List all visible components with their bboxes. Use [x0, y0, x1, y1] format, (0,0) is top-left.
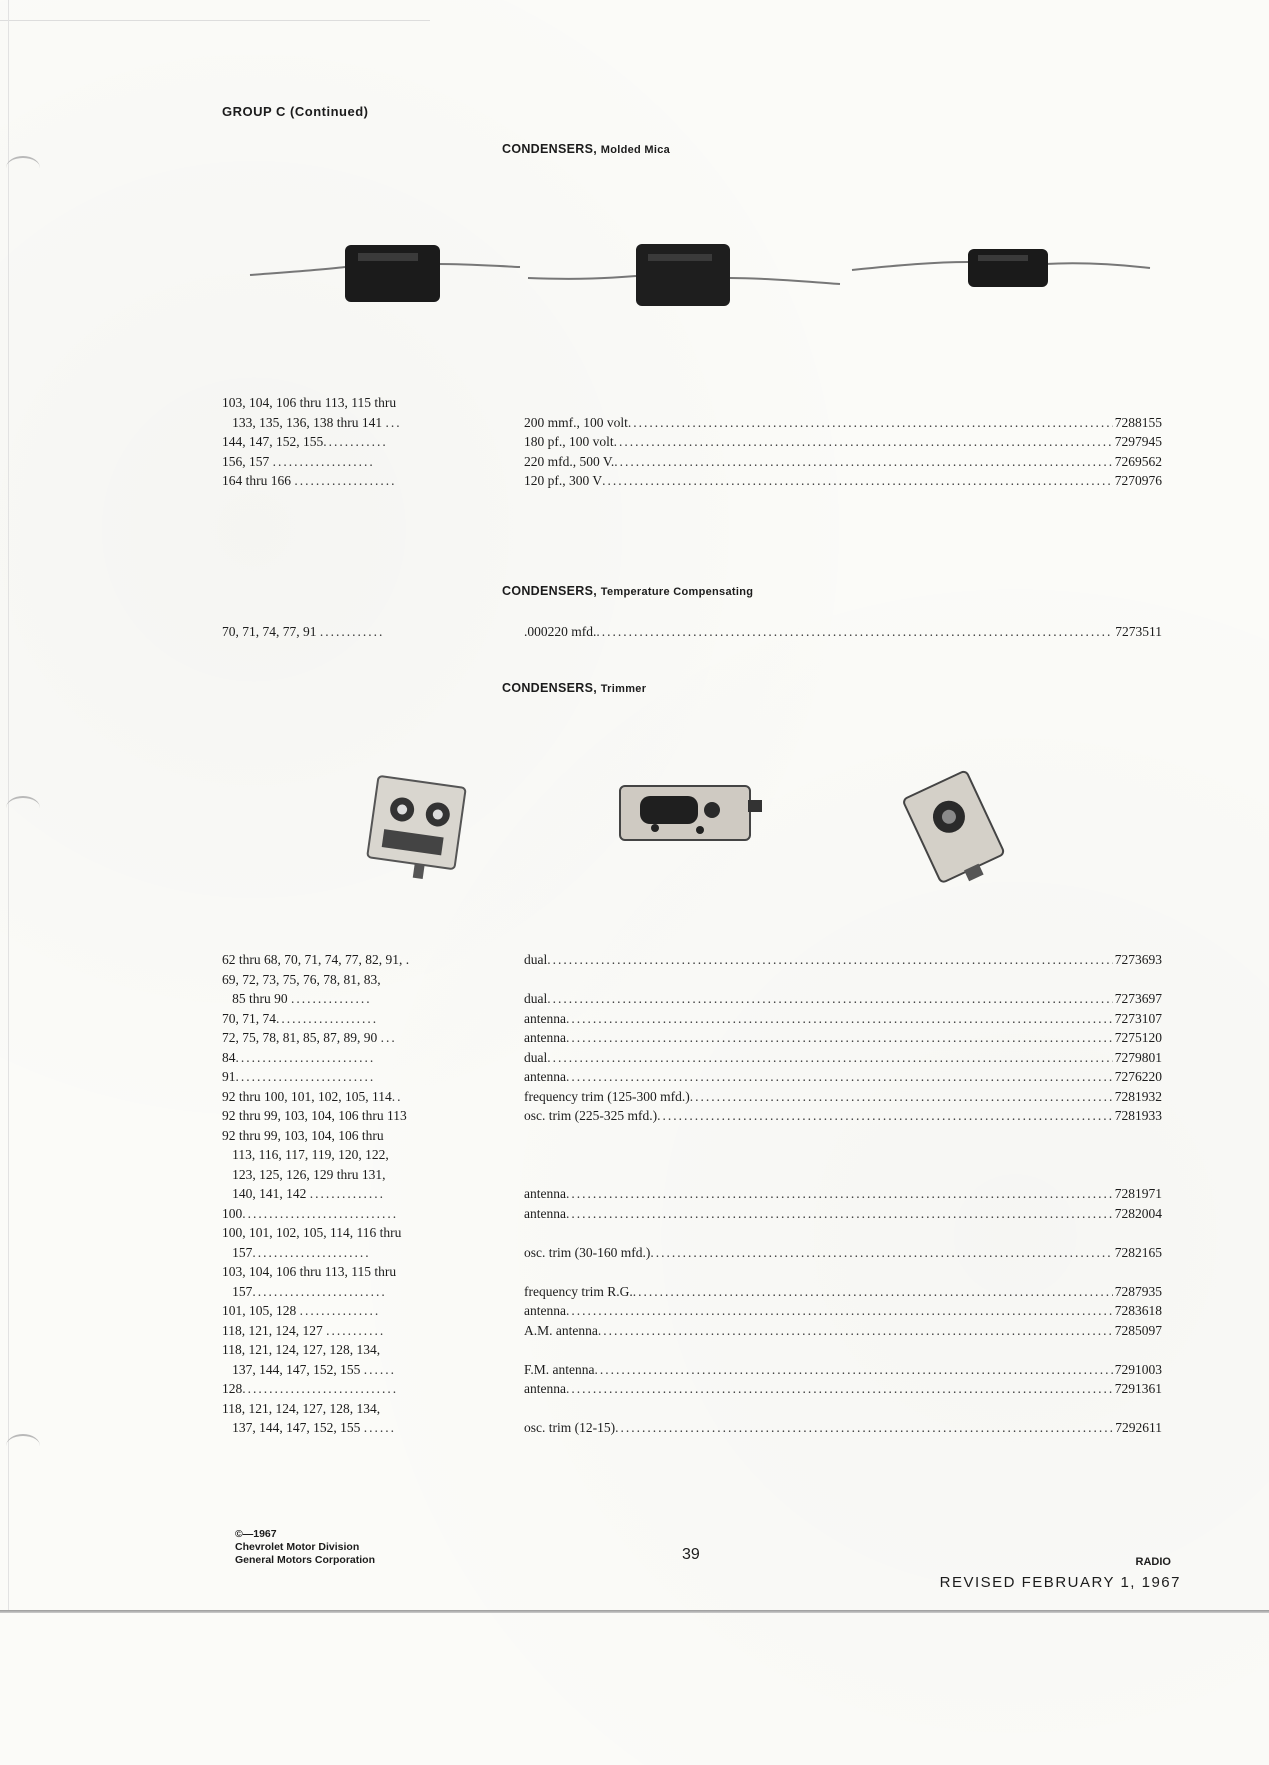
trimmer-condenser-image-antenna	[620, 786, 762, 840]
part-number: 7287935	[1114, 1283, 1162, 1299]
description-cell: 180 pf., 100 volt ..... 7297945	[524, 432, 1162, 452]
description-cell: 200 mmf., 100 volt ..... 7288155	[524, 413, 1162, 433]
description-cell: osc. trim (225-325 mfd.) ..... 7281933	[524, 1106, 1162, 1126]
corporation-name: General Motors Corporation	[235, 1554, 376, 1566]
table-row	[222, 1399, 1162, 1419]
models-cell: 103, 104, 106 thru 113, 115 thru	[222, 395, 397, 410]
description-cell: .000220 mfd. ..... 7273511	[524, 622, 1162, 642]
table-row	[222, 1165, 1162, 1185]
part-number: 7283618	[1114, 1303, 1162, 1318]
molded-mica-condenser-image-2	[528, 244, 840, 306]
section-title-sub: Temperature Compensating	[600, 586, 754, 598]
description-cell: dual ..... 7279801	[524, 1048, 1162, 1068]
table-row	[222, 1360, 1162, 1380]
section-label: RADIO	[1135, 1556, 1171, 1568]
description-cell: antenna ..... 7273107	[524, 1009, 1162, 1029]
temperature-compensating-parts-table	[222, 622, 1162, 642]
part-number: 7279801	[1114, 1049, 1162, 1065]
table-row	[222, 1028, 1162, 1048]
models-cell: 157.........................	[222, 1283, 387, 1299]
table-row	[222, 1204, 1162, 1224]
revision-date: REVISED FEBRUARY 1, 1967	[939, 1574, 1181, 1591]
page-number: 39	[682, 1546, 700, 1563]
description-cell: osc. trim (12-15) ..... 7292611	[524, 1418, 1162, 1438]
description-cell: antenna ..... 7276220	[524, 1067, 1162, 1087]
table-row	[222, 1087, 1162, 1107]
table-row	[222, 1379, 1162, 1399]
part-number: 7291361	[1114, 1381, 1162, 1396]
table-row	[222, 1126, 1162, 1146]
models-cell: 70, 71, 74, 77, 91 ............	[222, 624, 385, 639]
description-cell: dual ..... 7273693	[524, 950, 1162, 970]
models-cell: 91..........................	[222, 1069, 376, 1084]
part-number: 7297945	[1114, 434, 1162, 449]
table-row	[222, 1243, 1162, 1263]
table-row	[222, 989, 1162, 1009]
part-number: 7285097	[1114, 1322, 1162, 1338]
models-cell: 92 thru 99, 103, 104, 106 thru	[222, 1127, 384, 1143]
models-cell: 69, 72, 73, 75, 76, 78, 81, 83,	[222, 971, 381, 987]
models-cell: 100.............................	[222, 1205, 399, 1221]
section-title-main: CONDENSERS,	[502, 142, 597, 156]
description-cell: A.M. antenna ..... 7285097	[524, 1321, 1162, 1341]
section-title-sub: Molded Mica	[600, 144, 671, 156]
table-row	[222, 432, 1162, 452]
part-number: 7273511	[1115, 624, 1162, 639]
part-number: 7282165	[1114, 1244, 1162, 1260]
models-cell: 144, 147, 152, 155............	[222, 434, 388, 449]
description-cell: osc. trim (30-160 mfd.) ..... 7282165	[524, 1243, 1162, 1263]
part-number: 7288155	[1114, 414, 1162, 430]
models-cell: 103, 104, 106 thru 113, 115 thru	[222, 1264, 397, 1279]
section-title-temperature-compensating	[502, 584, 753, 598]
binder-hole-bottom	[6, 1434, 40, 1458]
part-number: 7281933	[1114, 1108, 1162, 1123]
section-title-sub: Trimmer	[600, 683, 647, 695]
section-title-main: CONDENSERS,	[502, 681, 597, 695]
trimmer-photos	[0, 770, 1269, 890]
description-cell: frequency trim R.G. ..... 7287935	[524, 1282, 1162, 1302]
page-bottom-edge	[0, 1610, 1269, 1613]
description-cell: dual ..... 7273697	[524, 989, 1162, 1009]
table-row	[222, 1048, 1162, 1068]
part-number: 7282004	[1114, 1205, 1162, 1221]
molded-mica-photos	[0, 220, 1269, 320]
models-cell: 128.............................	[222, 1381, 399, 1396]
copyright-year: ©—1967	[235, 1528, 277, 1540]
models-cell: 137, 144, 147, 152, 155 ......	[222, 1361, 396, 1377]
models-cell: 118, 121, 124, 127 ...........	[222, 1322, 386, 1338]
table-row	[222, 950, 1162, 970]
models-cell: 101, 105, 128 ...............	[222, 1303, 381, 1318]
molded-mica-parts-table	[222, 393, 1162, 491]
models-cell: 157......................	[222, 1244, 371, 1260]
part-number: 7291003	[1114, 1361, 1162, 1377]
molded-mica-condenser-image-1	[250, 245, 520, 302]
part-number: 7281932	[1114, 1088, 1162, 1104]
section-title-main: CONDENSERS,	[502, 584, 597, 598]
table-row	[222, 1067, 1162, 1087]
description-cell: 220 mfd., 500 V. ..... 7269562	[524, 452, 1162, 472]
table-row	[222, 970, 1162, 990]
molded-mica-condenser-image-3	[852, 249, 1150, 287]
description-cell: antenna ..... 7275120	[524, 1028, 1162, 1048]
table-row	[222, 1321, 1162, 1341]
models-cell: 156, 157 ...................	[222, 453, 375, 469]
part-number: 7273693	[1114, 952, 1162, 967]
description-cell: antenna ..... 7291361	[524, 1379, 1162, 1399]
description-cell: antenna ..... 7283618	[524, 1301, 1162, 1321]
table-row	[222, 1340, 1162, 1360]
description-cell: F.M. antenna ..... 7291003	[524, 1360, 1162, 1380]
division-name: Chevrolet Motor Division	[235, 1541, 360, 1553]
group-heading: GROUP C (Continued)	[222, 104, 369, 119]
models-cell: 123, 125, 126, 129 thru 131,	[222, 1166, 386, 1182]
description-cell: 120 pf., 300 V ..... 7270976	[524, 471, 1162, 491]
table-row	[222, 1262, 1162, 1282]
part-number: 7275120	[1114, 1030, 1162, 1045]
part-number: 7273107	[1114, 1010, 1162, 1026]
models-cell: 137, 144, 147, 152, 155 ......	[222, 1420, 396, 1435]
models-cell: 92 thru 100, 101, 102, 105, 114..	[222, 1088, 403, 1104]
models-cell: 140, 141, 142 ..............	[222, 1186, 385, 1201]
table-row	[222, 622, 1162, 642]
models-cell: 84..........................	[222, 1049, 376, 1065]
part-number: 7281971	[1114, 1186, 1162, 1201]
models-cell: 72, 75, 78, 81, 85, 87, 89, 90 ...	[222, 1030, 397, 1045]
models-cell: 92 thru 99, 103, 104, 106 thru 113	[222, 1108, 407, 1123]
trimmer-parts-table	[222, 950, 1162, 1438]
table-row	[222, 1301, 1162, 1321]
models-cell: 70, 71, 74...................	[222, 1010, 379, 1026]
models-cell: 133, 135, 136, 138 thru 141 ...	[222, 414, 402, 430]
description-cell: frequency trim (125-300 mfd.) ..... 7281932	[524, 1087, 1162, 1107]
section-title-trimmer	[502, 681, 646, 695]
table-row	[222, 471, 1162, 491]
table-row	[222, 452, 1162, 472]
table-row	[222, 1106, 1162, 1126]
description-cell: antenna ..... 7281971	[524, 1184, 1162, 1204]
table-row	[222, 1418, 1162, 1438]
table-row	[222, 1009, 1162, 1029]
page-edge-top	[0, 20, 430, 21]
part-number: 7269562	[1114, 453, 1162, 469]
part-number: 7292611	[1115, 1420, 1162, 1435]
table-row	[222, 1223, 1162, 1243]
table-row	[222, 413, 1162, 433]
models-cell: 113, 116, 117, 119, 120, 122,	[222, 1147, 389, 1162]
description-cell: antenna ..... 7282004	[524, 1204, 1162, 1224]
table-row	[222, 1282, 1162, 1302]
trimmer-condenser-image-frequency	[902, 770, 1009, 890]
copyright-block	[235, 1528, 375, 1567]
part-number: 7270976	[1114, 473, 1162, 488]
models-cell: 118, 121, 124, 127, 128, 134,	[222, 1342, 381, 1357]
table-row	[222, 393, 1162, 413]
part-number: 7276220	[1114, 1069, 1162, 1084]
models-cell: 164 thru 166 ...................	[222, 473, 397, 488]
models-cell: 100, 101, 102, 105, 114, 116 thru	[222, 1225, 402, 1240]
part-number: 7273697	[1114, 991, 1162, 1006]
models-cell: 85 thru 90 ...............	[222, 991, 372, 1006]
table-row	[222, 1184, 1162, 1204]
models-cell: 118, 121, 124, 127, 128, 134,	[222, 1400, 381, 1416]
models-cell: 62 thru 68, 70, 71, 74, 77, 82, 91, .	[222, 952, 410, 967]
table-row	[222, 1145, 1162, 1165]
binder-hole-top	[6, 156, 40, 180]
section-title-molded-mica	[502, 142, 670, 156]
trimmer-condenser-image-dual	[365, 776, 466, 883]
